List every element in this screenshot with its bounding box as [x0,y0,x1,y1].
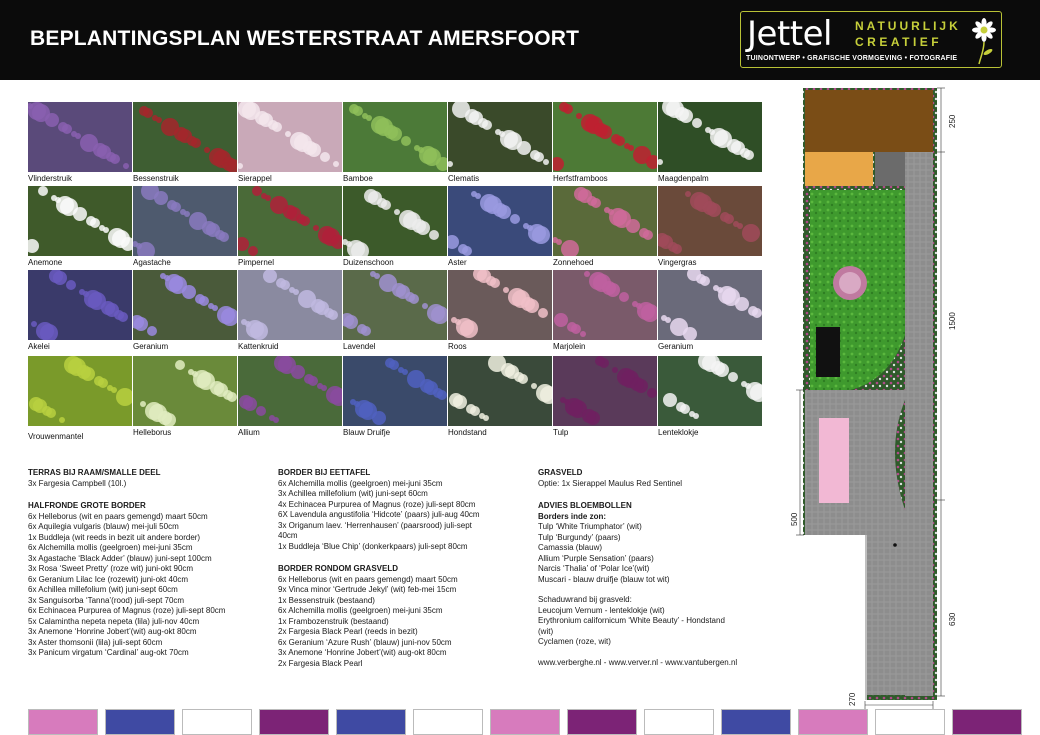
plant-photo-card [448,186,552,270]
logo-word-natuurlijk: NATUURLIJK [855,19,961,33]
color-swatch [567,709,637,735]
plant-list-item: 2x Fargesia Black Pearl [278,658,363,668]
dim-label-500: 500 [790,512,799,526]
plant-photo [448,270,552,340]
plant-list-item: 1x Frambozenstruik (bestaand) [278,616,389,626]
plant-caption: Vrouwenmantel [28,432,84,441]
plant-caption: Duizenschoon [343,258,394,267]
plant-photo-card [133,102,237,186]
plant-photo [238,102,342,172]
color-swatch [259,709,329,735]
plant-photo [658,270,762,340]
color-swatch [490,709,560,735]
section-subtitle-zon: Borders inde zon: [538,511,607,521]
plant-photo [28,102,132,172]
color-swatch [28,709,98,735]
plant-caption: Geranium [658,342,694,351]
plant-caption: Marjolein [553,342,586,351]
plant-photo-card [448,270,552,354]
plant-list-item: 1x Buddleja ‘Blue Chip’ (donkerkpaars) juli-sept 80cm [278,541,468,551]
plant-photo [343,186,447,256]
color-swatch [413,709,483,735]
plant-list-item: 4x Echinacea Purpurea of Magnus (roze) juli-sept 80cm [278,499,476,509]
plant-photo-card [238,186,342,270]
plant-photo-card [343,186,447,270]
plant-caption: Bamboe [343,174,373,183]
plant-caption: Kattenkruid [238,342,279,351]
plant-list-item: 6x Helleborus (wit en paars gemengd) maart 50cm [278,574,458,584]
plant-list-column-3 [538,466,737,668]
logo-main-text: Jettel [747,14,832,54]
plant-list-item: Muscari - blauw druifje (blauw tot wit) [538,574,670,584]
plant-photo-card [343,270,447,354]
plant-photo [343,270,447,340]
plant-list-item: 3x Sanguisorba ‘Tanna’(rood) juli-sept 70cm [28,595,185,605]
plant-photo [658,102,762,172]
plant-photo [448,102,552,172]
plant-list-item: 40cm [278,531,298,540]
plant-caption: Lavendel [343,342,376,351]
plant-photo-card [133,186,237,270]
plant-photo-card [553,102,657,186]
plan-grey-tile [875,152,905,186]
plant-photo-card [133,356,237,440]
plant-photo-card [238,102,342,186]
plant-photo-card [658,270,762,354]
plant-list-item: 3x Achillea millefolium (wit) juni-sept 60cm [278,489,428,498]
plant-photo [658,356,762,426]
plant-caption: Zonnehoed [553,258,594,267]
plant-list-item: 6x Echinacea Purpurea of Magnus (roze) juli-sept 80cm [28,606,226,615]
reference-links: www.verberghe.nl - www.verver.nl - www.vantubergen.nl [538,657,738,667]
jettel-logo [740,11,1002,68]
dim-label-250: 250 [948,114,957,128]
plant-caption: Allium [238,428,260,437]
plant-list-item: 1x Bessenstruik (bestaand) [278,595,375,605]
plant-list-item: 3x Anemone ‘Honrine Jobert’(wit) aug-okt 80cm [278,648,447,657]
plant-photo-card [28,102,132,186]
plant-photo [28,186,132,256]
plant-photo [133,186,237,256]
logo-word-creatief: CREATIEF [855,35,943,49]
plant-photo [238,270,342,340]
plant-list-item: 3x Aster thomsonii (lila) juli-sept 60cm [28,637,163,647]
plant-caption: Anemone [28,258,63,267]
plant-caption: Herfstframboos [553,174,608,183]
color-swatch [644,709,714,735]
plant-list-item: 3x Anemone ‘Honrine Jobert’(wit) aug-okt 80cm [28,627,197,636]
plant-photo-card [343,356,447,440]
plant-caption: Vlinderstruik [28,174,73,183]
plant-list-item: 3x Fargesia Campbell (10l.) [28,478,127,488]
plant-list-item: 5x Calamintha nepeta nepeta (lila) juli-nov 40cm [28,616,200,626]
plant-list-item: 6x Helleborus (wit en paars gemengd) maart 50cm [28,511,208,521]
section-title-bloembollen: ADVIES BLOEMBOLLEN [538,501,632,510]
plant-list-item: Optie: 1x Sierappel Maulus Red Sentinel [538,478,683,488]
plant-caption: Blauw Druifje [343,428,391,437]
plant-photo-card [28,186,132,270]
plant-photo [343,356,447,426]
plant-list-item: Camassia (blauw) [538,543,603,552]
plant-list-item: Erythronium californicum ‘White Beauty’ - Hondstand [538,616,725,625]
plant-caption: Tulp [553,428,569,437]
plant-photo-card [238,270,342,354]
plant-list-item: Tulp ‘Burgundy’ (paars) [538,532,621,542]
plant-photo [238,186,342,256]
plant-caption: Helleborus [133,428,172,437]
plant-list-item: Leucojum Vernum - lenteklokje (wit) [538,605,665,615]
plant-list-item: 6x Achillea millefolium (wit) juni-sept 60cm [28,585,178,594]
plant-photo [133,356,237,426]
plant-caption: Akelei [28,342,50,351]
plant-list-item: Cyclamen (roze, wit) [538,637,611,646]
plant-list-column-1 [28,466,225,659]
page-title: BEPLANTINGSPLAN WESTERSTRAAT AMERSFOORT [30,27,580,50]
color-swatch [336,709,406,735]
section-title-grasveld-border: BORDER RONDOM GRASVELD [278,564,399,573]
plant-caption: Clematis [448,174,480,183]
plant-photo [133,270,237,340]
plant-list-item: 6X Lavendula angustifolia ‘Hidcote’ (paars) juli-aug 40cm [278,510,480,519]
plant-photo [28,270,132,340]
plant-photo-card [658,356,762,440]
section-title-eettafel: BORDER BIJ EETTAFEL [278,468,371,477]
plant-photo-card [448,102,552,186]
plant-caption: Agastache [133,258,171,267]
plant-list-item: 1x Buddleja (wit reeds in bezit uit andere border) [28,532,201,542]
plant-caption: Aster [448,258,467,267]
plant-list-item: 6x Geranium Lilac Ice (rozewit) juni-okt 40cm [28,574,189,584]
plant-photo-card [553,356,657,440]
plant-list-item: (wit) [538,626,554,636]
plant-caption: Hondstand [448,428,487,437]
plant-caption: Sierappel [238,174,272,183]
section-title-schaduwrand: Schaduwrand bij grasveld: [538,595,632,604]
plant-photo-card [553,186,657,270]
plant-photo-card [658,186,762,270]
plant-caption: Roos [448,342,467,351]
color-swatch [798,709,868,735]
color-swatch [182,709,252,735]
plant-list-item: Allium ‘Purple Sensation’ (paars) [538,553,654,563]
section-title-halfronde: HALFRONDE GROTE BORDER [28,501,146,510]
plant-list-column-2 [278,466,480,669]
header-bar [0,0,1040,80]
plant-photo-card [343,102,447,186]
garden-plan-drawing [770,80,1040,710]
plant-list-item: Narcis ‘Thalia’ of ‘Polar Ice’(wit) [538,564,650,573]
plant-list-item: 2x Fargesia Black Pearl (reeds in bezit) [278,627,418,636]
plant-caption: Geranium [133,342,169,351]
plant-photo-card [553,270,657,354]
logo-tagline: TUINONTWERP • GRAFISCHE VORMGEVING • FOTOGRAFIE [746,55,958,62]
plant-photo [553,356,657,426]
plant-photo [448,356,552,426]
color-swatch [875,709,945,735]
plan-paving-right [905,152,933,696]
plant-list-item: 6x Geranium ‘Azure Rush’ (blauw) juni-nov 50cm [278,637,452,647]
plant-photo-card [133,270,237,354]
dim-label-1500: 1500 [948,312,957,330]
plant-photo [238,356,342,426]
plant-caption: Vingergras [658,258,697,267]
daisy-icon [969,16,999,66]
plant-photo [658,186,762,256]
section-title-grasveld: GRASVELD [538,468,583,477]
plant-list-item: 3x Origanum laev. ‘Herrenhausen’ (paarsrood) juli-sept [278,520,472,530]
section-title-terras: TERRAS BIJ RAAM/SMALLE DEEL [28,468,161,477]
plant-photo [343,102,447,172]
plant-photo [133,102,237,172]
plan-dark-block [816,327,840,377]
plant-list-item: 3x Panicum virgatum ‘Cardinal’ aug-okt 70cm [28,648,189,657]
dim-label-270: 270 [848,692,857,706]
plant-list-item: 6x Alchemilla mollis (geelgroen) mei-juni 35cm [28,543,193,552]
plant-photo [448,186,552,256]
plan-pink-bed [819,418,849,503]
plant-photo [553,102,657,172]
plant-photo-card [658,102,762,186]
plant-caption: Bessenstruik [133,174,179,183]
plan-terrace-tile [805,152,873,186]
plant-list-item: 3x Agastache ‘Black Adder’ (blauw) juni-sept 100cm [28,553,212,563]
plant-caption: Lenteklokje [658,428,699,437]
plant-list-item: 9x Vinca minor ‘Gertrude Jekyl’ (wit) feb-mei 15cm [278,585,457,594]
plant-photo [553,270,657,340]
plant-list-item: 3x Rosa ‘Sweet Pretty’ (roze wit) juni-okt 90cm [28,564,194,573]
plan-wooden-deck [805,90,933,152]
plant-photo-card [238,356,342,440]
dim-label-630: 630 [948,612,957,626]
plant-list-item: 6x Aquilegia vulgaris (blauw) mei-juli 50cm [28,522,179,531]
plant-photo-card [28,270,132,354]
plant-caption: Maagdenpalm [658,174,709,183]
color-swatch [105,709,175,735]
plant-photo [553,186,657,256]
color-swatch [952,709,1022,735]
plant-caption: Pimpernel [238,258,275,267]
color-swatch [721,709,791,735]
plant-list-item: 6x Alchemilla mollis (geelgroen) mei-juni 35cm [278,606,443,615]
plant-list-item: 6x Alchemilla mollis (geelgroen) mei-juni 35cm [278,478,443,488]
plant-photo-card [28,356,132,440]
garden-plan [770,80,1040,710]
plant-list-item: Tulp ‘White Triumphator’ (wit) [538,522,642,531]
plant-photo [28,356,132,426]
plant-photo-card [448,356,552,440]
